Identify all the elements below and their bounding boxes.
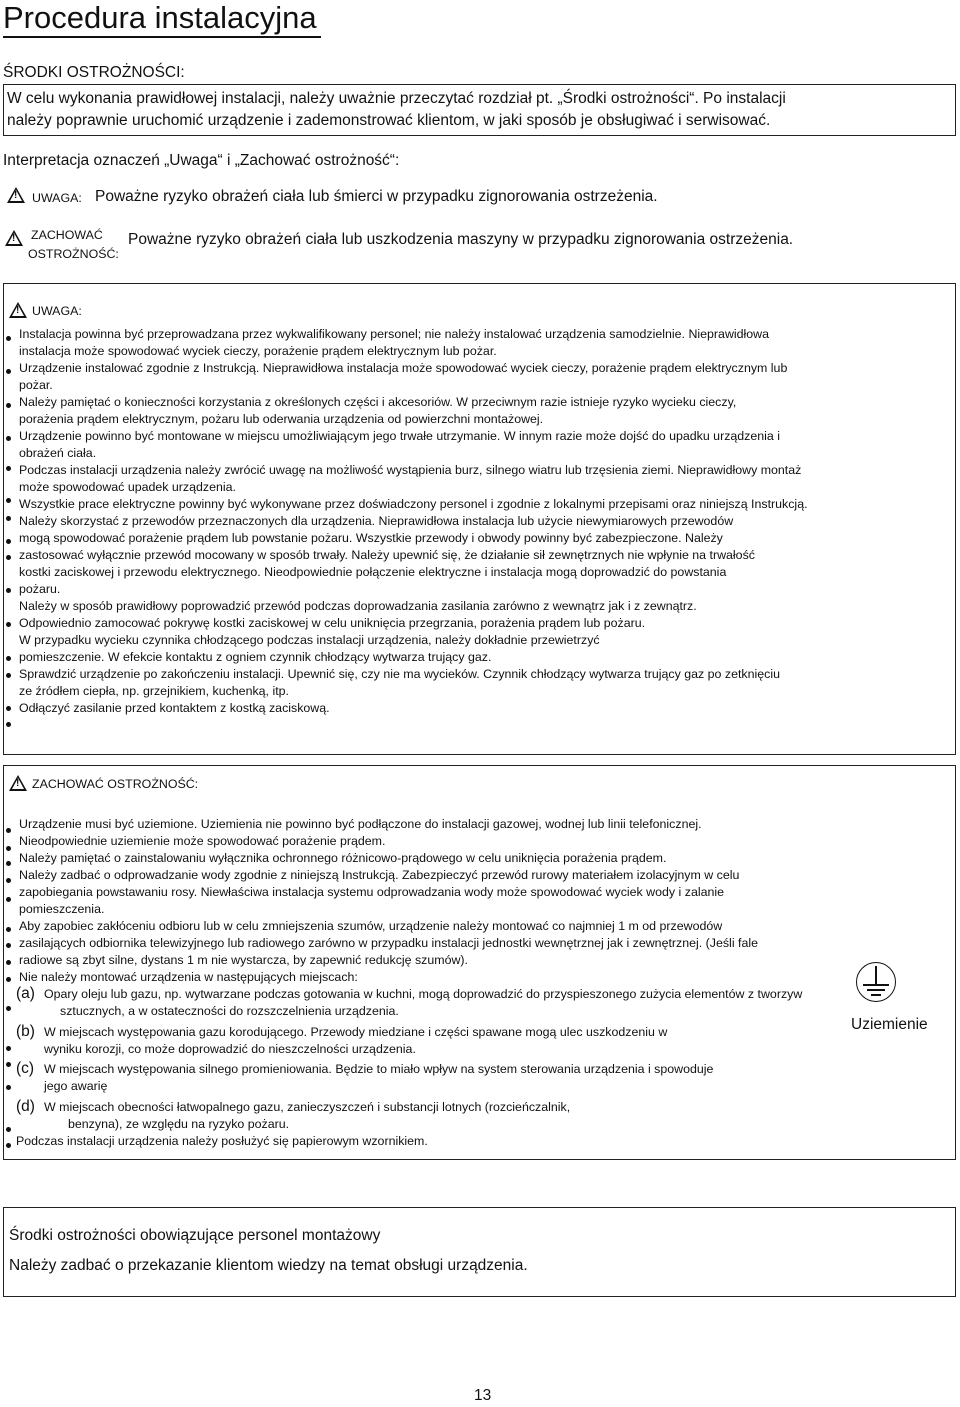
srodki-heading: ŚRODKI OSTROŻNOŚCI: [3,64,185,81]
list-item-line: wyniku korozji, co może doprowadzić do nieszczelności urządzenia. [44,1042,416,1056]
uwaga-text-line: Sprawdzić urządzenie po zakończeniu instalacji. Upewnić się, czy nie ma wycieków. Czynnik chłodzący wytwarza trujący gaz po zetknięciu [19,667,780,681]
legend-zachowac-text: Poważne ryzyko obrażeń ciała lub uszkodzenia maszyny w przypadku zignorowania ostrzeżenia. [128,231,794,248]
interpretacja-heading: Interpretacja oznaczeń „Uwaga“ i „Zachować ostrożność“: [3,152,400,169]
list-item-line: sztucznych, a w ostateczności do rozszczelnienia urządzenia. [60,1004,399,1018]
ground-icon [856,962,896,1002]
uwaga-text-line: Podczas instalacji urządzenia należy zwrócić uwagę na możliwość wystąpienia burz, silnego wiatru lub trzęsienia ziemi. Nieprawidłowy montaż [19,463,802,477]
uwaga-text-line: Należy pamiętać o konieczności korzystania z określonych części i akcesoriów. W przeciwnym razie istnieje ryzyko wycieku cieczy, [19,395,737,409]
page-title: Procedura instalacyjna [3,0,321,38]
bullet-icon [6,846,11,851]
zachowac-box [3,765,956,1160]
bullet-icon [6,897,11,902]
bullet-icon [6,1062,11,1067]
ground-label: Uziemienie [851,1016,928,1033]
zachowac-text-line: radiowe są zbyt silne, dystans 1 m nie wystarcza, by zapewnić redukcję szumów). [19,953,468,967]
uwaga-box-heading: UWAGA: [32,304,82,318]
footer-line-2: Należy zadbać o przekazanie klientom wiedzy na temat obsługi urządzenia. [9,1257,528,1274]
legend-zachowac-label-2: OSTROŻNOŚĆ: [28,247,119,261]
uwaga-text-line: W przypadku wycieku czynnika chłodzącego podczas instalacji urządzenia, należy dokładnie przewietrzyć [19,633,600,647]
warning-icon [9,775,27,791]
list-marker: (a) [16,985,35,1002]
uwaga-text-line: kostki zaciskowej i przewodu elektrycznego. Nieodpowiednie połączenie elektryczne i instalacja mogą doprowadzić do powstania [19,565,727,579]
bullet-icon [6,555,11,560]
footer-line-1: Środki ostrożności obowiązujące personel montażowy [9,1227,381,1244]
uwaga-text-line: pożar. [19,378,53,392]
zachowac-text-line: zapobiegania powstawaniu rosy. Niewłaściwa instalacja systemu odprowadzania wody może spowodować wyciek wody i zalanie [19,885,725,899]
bullet-icon [6,403,11,408]
list-item-line: W miejscach obecności łatwopalnego gazu, zanieczyszczeń i substancji lotnych (rozcieńczalnik, [44,1100,571,1114]
warning-icon [9,302,27,318]
intro-line-1: W celu wykonania prawidłowej instalacji, należy uważnie przeczytać rozdział pt. „Środki ostrożności“. Po instalacji [7,90,786,107]
legend-uwaga-label: UWAGA: [32,191,82,205]
zachowac-text-line: Podczas instalacji urządzenia należy posłużyć się papierowym wzornikiem. [16,1134,428,1148]
zachowac-box-heading: ZACHOWAĆ OSTROŻNOŚĆ: [32,777,199,791]
bullet-icon [6,369,11,374]
list-item-line: benzyna), ze względu na ryzyko pożaru. [68,1117,290,1131]
zachowac-text-line: Należy pamiętać o zainstalowaniu wyłącznika ochronnego różnicowo-prądowego w celu uniknięcia porażenia prądem. [19,851,667,865]
zachowac-text-line: Nie należy montować urządzenia w następujących miejscach: [19,970,358,984]
bullet-icon [6,943,11,948]
zachowac-text-line: Aby zapobiec zakłóceniu odbioru lub w celu zmniejszenia szumów, urządzenie należy montować co najmniej 1 m od przewodów [19,919,723,933]
list-item-line: Opary oleju lub gazu, np. wytwarzane podczas gotowania w kuchni, mogą doprowadzić do przyspieszonego zużycia elementów z tworzyw [44,987,803,1001]
bullet-icon [6,960,11,965]
bullet-icon [6,1006,11,1011]
legend-zachowac-label-1: ZACHOWAĆ [31,228,103,242]
bullet-icon [6,1085,11,1090]
uwaga-text-line: mogą spowodować porażenie prądem lub powstanie pożaru. Wszystkie przewody i obwody powinny być zabezpieczone. Należy [19,531,723,545]
warning-icon [7,187,25,203]
bullet-icon [6,878,11,883]
bullet-icon [6,622,11,627]
uwaga-box [3,283,956,755]
zachowac-text-line: pomieszczenia. [19,902,105,916]
list-item-line: W miejscach występowania silnego promieniowania. Będzie to miało wpływ na system sterowania urządzenia i spowoduje [44,1062,714,1076]
bullet-icon [6,516,11,521]
list-item-line: jego awarię [44,1079,108,1093]
bullet-icon [6,828,11,833]
bullet-icon [6,436,11,441]
uwaga-text-line: obrażeń ciała. [19,446,97,460]
bullet-icon [6,336,11,341]
bullet-icon [6,656,11,661]
bullet-icon [6,1143,11,1148]
bullet-icon [6,498,11,503]
zachowac-text-line: zasilających odbiornika telewizyjnego lub radiowego zarówno w przypadku instalacji jednostki wewnętrznej jak i zewnętrznej. (Jeśli fale [19,936,758,950]
uwaga-text-line: Wszystkie prace elektryczne powinny być wykonywane przez doświadczony personel i zgodnie z lokalnymi przepisami oraz niniejszą Instrukcją. [19,497,808,511]
legend-uwaga-text: Poważne ryzyko obrażeń ciała lub śmierci w przypadku zignorowania ostrzeżenia. [95,188,658,205]
warning-icon [5,230,23,246]
uwaga-text-line: porażenia prądem elektrycznym, pożaru lub oderwania urządzenia od powierzchni montażowej. [19,412,544,426]
page-number: 13 [474,1387,492,1404]
bullet-icon [6,706,11,711]
list-item-line: W miejscach występowania gazu korodującego. Przewody miedziane i części spawane mogą ulec uszkodzeniu w [44,1025,668,1039]
bullet-icon [6,722,11,727]
bullet-icon [6,1046,11,1051]
bullet-icon [6,588,11,593]
bullet-icon [6,977,11,982]
bullet-icon [6,673,11,678]
zachowac-text-line: Urządzenie musi być uziemione. Uziemienia nie powinno być podłączone do instalacji gazowej, wodnej lub linii telefonicznej. [19,817,702,831]
bullet-icon [6,927,11,932]
uwaga-text-line: może spowodować upadek urządzenia. [19,480,236,494]
list-marker: (b) [16,1023,35,1040]
uwaga-text-line: pożaru. [19,582,61,596]
uwaga-text-line: Należy skorzystać z przewodów przeznaczonych dla urządzenia. Nieprawidłowa instalacja lub użycie niewymiarowych przewodów [19,514,734,528]
uwaga-text-line: Urządzenie instalować zgodnie z Instrukcją. Nieprawidłowa instalacja może spowodować wyciek cieczy, porażenie prądem elektrycznym lub [19,361,788,375]
uwaga-text-line: instalacja może spowodować wyciek cieczy, porażenie prądem elektrycznym lub pożar. [19,344,497,358]
uwaga-text-line: Odpowiednio zamocować pokrywę kostki zaciskowej w celu uniknięcia przegrzania, porażenia prądem lub pożaru. [19,616,646,630]
bullet-icon [6,539,11,544]
bullet-icon [6,1127,11,1132]
zachowac-text-line: Należy zadbać o odprowadzanie wody zgodnie z niniejszą Instrukcją. Zabezpieczyć przewód rurowy materiałem izolacyjnym w celu [19,868,740,882]
uwaga-text-line: ze źródłem ciepła, np. grzejnikiem, kuchenką, itp. [19,684,289,698]
intro-line-2: należy poprawnie uruchomić urządzenie i zademonstrować klientom, w jaki sposób je obsługiwać i serwisować. [7,112,771,129]
footer-box [3,1207,956,1297]
uwaga-text-line: pomieszczenie. W efekcie kontaktu z ogniem czynnik chłodzący wytwarza trujący gaz. [19,650,492,664]
bullet-icon [6,466,11,471]
uwaga-text-line: Instalacja powinna być przeprowadzana przez wykwalifikowany personel; nie należy instalować urządzenia samodzielnie. Nieprawidłowa [19,327,770,341]
zachowac-text-line: Nieodpowiednie uziemienie może spowodować porażenie prądem. [19,834,386,848]
uwaga-text-line: Urządzenie powinno być montowane w miejscu umożliwiającym jego trwałe utrzymanie. W innym razie może dojść do upadku urządzenia i [19,429,780,443]
list-marker: (d) [16,1098,35,1115]
uwaga-text-line: Należy w sposób prawidłowy poprowadzić przewód podczas doprowadzania zasilania zarówno z wewnątrz jak i z zewnątrz. [19,599,697,613]
uwaga-text-line: zastosować wyłącznie przewód mocowany w sposób trwały. Należy upewnić się, że działanie sił zewnętrznych nie wpłynie na trwałość [19,548,755,562]
intro-box [3,84,956,136]
bullet-icon [6,861,11,866]
uwaga-text-line: Odłączyć zasilanie przed kontaktem z kostką zaciskową. [19,701,330,715]
list-marker: (c) [16,1060,35,1077]
